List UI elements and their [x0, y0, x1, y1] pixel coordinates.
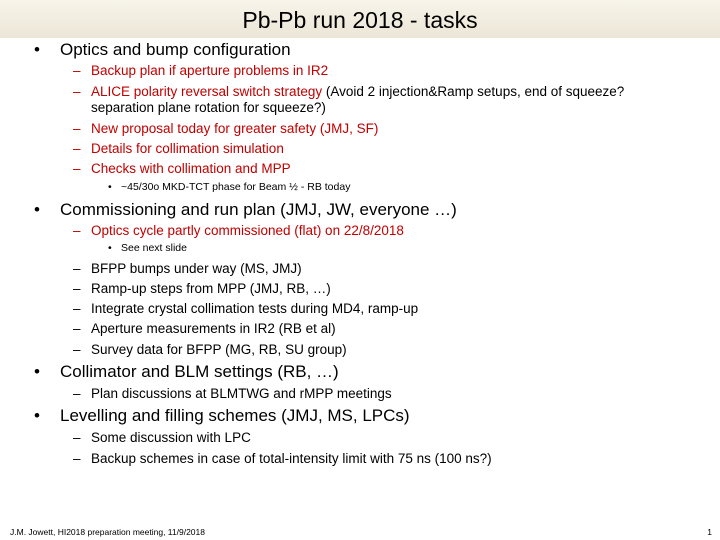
dash-marker: –	[73, 141, 81, 156]
item-see-next-slide: See next slide	[121, 242, 187, 254]
item-collimation-mpp: Checks with collimation and MPP	[91, 161, 291, 176]
dash-marker: –	[73, 281, 81, 296]
bullet-marker: •	[108, 181, 112, 193]
item-survey-data: Survey data for BFPP (MG, RB, SU group)	[91, 342, 347, 357]
section-collimator-blm: Collimator and BLM settings (RB, …)	[60, 362, 339, 381]
bullet-marker: •	[34, 362, 40, 381]
dash-marker: –	[73, 121, 81, 136]
bullet-marker: •	[34, 406, 40, 425]
item-backup-schemes: Backup schemes in case of total-intensity limit with 75 ns (100 ns?)	[91, 451, 492, 466]
item-bfpp-bumps: BFPP bumps under way (MS, JMJ)	[91, 261, 302, 276]
section-commissioning: Commissioning and run plan (JMJ, JW, everyone …)	[60, 200, 457, 219]
dash-marker: –	[73, 386, 81, 401]
item-optics-cycle: Optics cycle partly commissioned (flat) on 22/8/2018	[91, 223, 404, 238]
item-plan-discussions: Plan discussions at BLMTWG and rMPP meetings	[91, 386, 392, 401]
slide-title: Pb-Pb run 2018 - tasks	[242, 7, 478, 33]
dash-marker: –	[73, 430, 81, 445]
item-alice-polarity-strategy: ALICE polarity reversal switch strategy	[91, 84, 323, 99]
item-collimation-simulation: Details for collimation simulation	[91, 141, 284, 156]
bullet-marker: •	[34, 200, 40, 219]
bullet-marker: •	[34, 40, 40, 59]
section-levelling-filling: Levelling and filling schemes (JMJ, MS, LPCs)	[60, 406, 410, 425]
item-alice-polarity	[91, 84, 636, 116]
dash-marker: –	[73, 63, 81, 78]
item-mkd-tct-phase: ~45/30o MKD-TCT phase for Beam ½ - RB today	[121, 181, 351, 193]
page-number: 1	[707, 527, 712, 537]
item-ramp-up-steps: Ramp-up steps from MPP (JMJ, RB, …)	[91, 281, 331, 296]
dash-marker: –	[73, 223, 81, 238]
footer-citation: J.M. Jowett, HI2018 preparation meeting, 11/9/2018	[10, 527, 205, 537]
item-aperture-measurements: Aperture measurements in IR2 (RB et al)	[91, 321, 336, 336]
bullet-marker: •	[108, 242, 112, 254]
item-alice-polarity-note: (Avoid 2 injection&Ramp setups, end of squeeze? separation plane rotation for squeeze?)	[91, 84, 625, 115]
dash-marker: –	[73, 261, 81, 276]
item-crystal-collimation: Integrate crystal collimation tests during MD4, ramp-up	[91, 301, 419, 316]
item-backup-plan: Backup plan if aperture problems in IR2	[91, 63, 329, 78]
dash-marker: –	[73, 342, 81, 357]
dash-marker: –	[73, 451, 81, 466]
item-new-proposal: New proposal today for greater safety (JMJ, SF)	[91, 121, 379, 136]
section-optics-bump: Optics and bump configuration	[60, 40, 291, 59]
dash-marker: –	[73, 84, 81, 99]
item-lpc-discussion: Some discussion with LPC	[91, 430, 251, 445]
dash-marker: –	[73, 161, 81, 176]
dash-marker: –	[73, 321, 81, 336]
dash-marker: –	[73, 301, 81, 316]
